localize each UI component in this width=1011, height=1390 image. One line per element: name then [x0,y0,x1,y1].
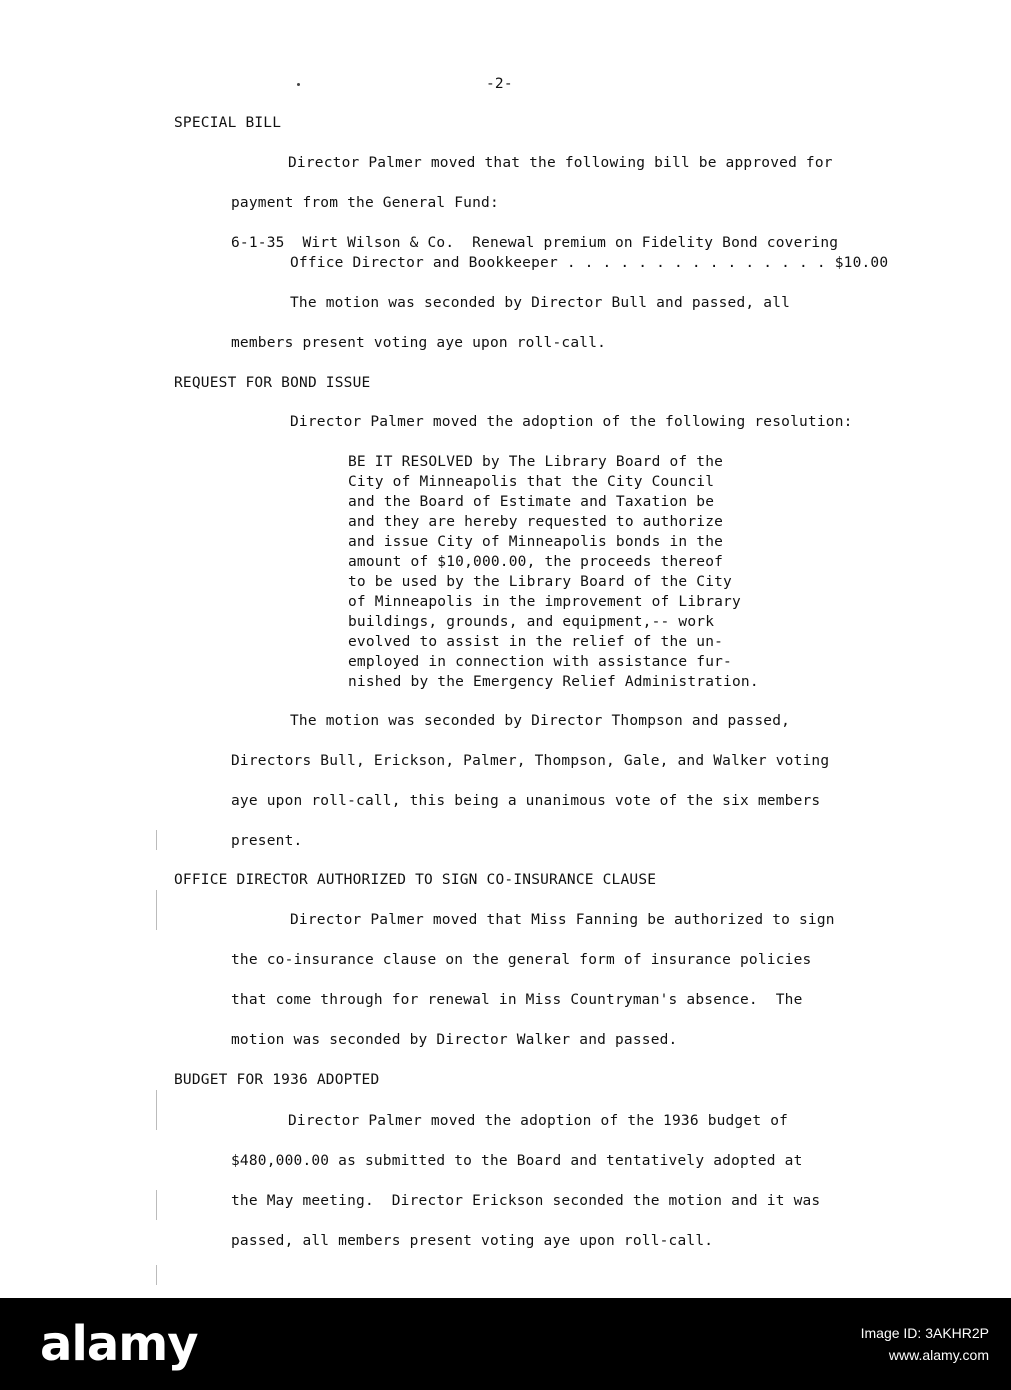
margin-mark [156,1265,157,1285]
page-number: -2- [486,76,513,92]
resolution-line: employed in connection with assistance fur- [348,654,732,670]
paragraph-line: motion was seconded by Director Walker and passed. [231,1032,678,1048]
image-id-label: Image ID: 3AKHR2P [860,1325,989,1341]
paragraph-line: $480,000.00 as submitted to the Board and tentatively adopted at [231,1153,803,1169]
resolution-line: BE IT RESOLVED by The Library Board of the [348,454,724,470]
paragraph-line: Director Palmer moved the adoption of the 1936 budget of [288,1113,789,1129]
resolution-line: buildings, grounds, and equipment,-- work [348,614,715,630]
paragraph-line: passed, all members present voting aye upon roll-call. [231,1233,714,1249]
bill-line: Office Director and Bookkeeper . . . . . . . . . . . . . . . $10.00 [290,255,889,271]
paragraph-line: Director Palmer moved that the following bill be approved for [288,155,833,171]
site-url-label: www.alamy.com [888,1347,989,1363]
paragraph-line: present. [231,833,303,849]
bill-line: 6-1-35 Wirt Wilson & Co. Renewal premium on Fidelity Bond covering [231,235,839,251]
watermark-banner [0,1298,1011,1390]
banner-info [861,1322,989,1366]
paragraph-line: Director Palmer moved that Miss Fanning be authorized to sign [290,912,835,928]
paper-speck [297,83,300,86]
paragraph-line: aye upon roll-call, this being a unanimous vote of the six members [231,793,821,809]
resolution-line: and they are hereby requested to authorize [348,514,724,530]
resolution-line: evolved to assist in the relief of the un- [348,634,724,650]
resolution-line: City of Minneapolis that the City Council [348,474,715,490]
alamy-logo: alamy [40,1316,198,1372]
margin-mark [156,1190,157,1220]
paragraph-line: payment from the General Fund: [231,195,499,211]
paragraph-line: that come through for renewal in Miss Countryman's absence. The [231,992,803,1008]
resolution-line: of Minneapolis in the improvement of Library [348,594,741,610]
paragraph-line: the co-insurance clause on the general form of insurance policies [231,952,812,968]
resolution-line: amount of $10,000.00, the proceeds thereof [348,554,724,570]
section-heading: BUDGET FOR 1936 ADOPTED [174,1072,380,1088]
resolution-line: and issue City of Minneapolis bonds in the [348,534,724,550]
paragraph-line: Directors Bull, Erickson, Palmer, Thompson, Gale, and Walker voting [231,753,830,769]
section-heading: REQUEST FOR BOND ISSUE [174,375,371,391]
paragraph-line: members present voting aye upon roll-call. [231,335,607,351]
section-heading: OFFICE DIRECTOR AUTHORIZED TO SIGN CO-INSURANCE CLAUSE [174,872,657,888]
margin-mark [156,890,157,930]
section-heading: SPECIAL BILL [174,115,282,131]
paragraph-line: The motion was seconded by Director Bull and passed, all [290,295,791,311]
paragraph-line: Director Palmer moved the adoption of the following resolution: [290,414,853,430]
margin-mark [156,830,157,850]
paragraph-line: the May meeting. Director Erickson seconded the motion and it was [231,1193,821,1209]
margin-mark [156,1090,157,1130]
resolution-line: nished by the Emergency Relief Administration. [348,674,759,690]
resolution-line: and the Board of Estimate and Taxation be [348,494,715,510]
paragraph-line: The motion was seconded by Director Thompson and passed, [290,713,791,729]
resolution-line: to be used by the Library Board of the City [348,574,732,590]
